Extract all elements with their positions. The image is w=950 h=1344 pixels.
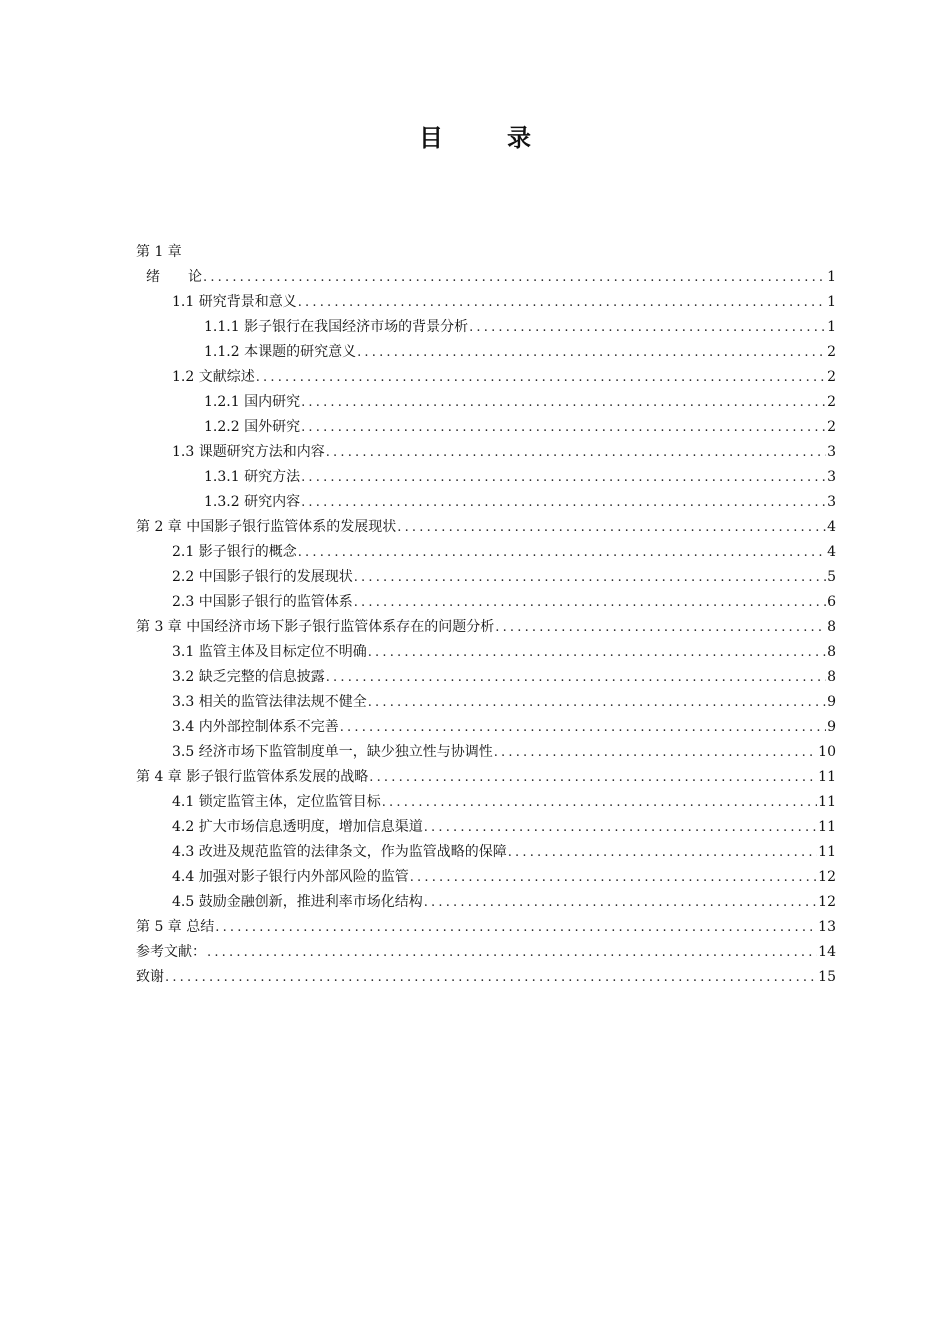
toc-entry-page: 1	[827, 319, 836, 335]
toc-entry-text: 1.3 课题研究方法和内容	[172, 444, 325, 460]
toc-entry-3-2[interactable]	[136, 665, 836, 690]
toc-entry-3-3[interactable]	[136, 690, 836, 715]
toc-leader-dots	[354, 590, 826, 615]
toc-leader-dots	[469, 315, 826, 340]
toc-entry-text: 1.1.2 本课题的研究意义	[204, 344, 357, 360]
toc-entry-page: 8	[827, 669, 836, 685]
toc-entry-page: 6	[827, 594, 836, 610]
toc-entry-text: 4.2 扩大市场信息透明度，增加信息渠道	[172, 819, 423, 835]
toc-entry-text: 2.2 中国影子银行的发展现状	[172, 569, 353, 585]
toc-leader-dots	[494, 740, 817, 765]
toc-entry-2-1[interactable]	[136, 540, 836, 565]
toc-leader-dots	[207, 940, 817, 965]
toc-entry-page: 8	[827, 619, 836, 635]
toc-entry-page: 1	[827, 294, 836, 310]
toc-leader-dots	[298, 290, 826, 315]
toc-entry-chapter-3[interactable]	[136, 615, 836, 640]
toc-entry-text: 3.5 经济市场下监管制度单一，缺少独立性与协调性	[172, 744, 493, 760]
toc-leader-dots	[215, 915, 817, 940]
toc-entry-page: 11	[818, 794, 836, 810]
toc-entry-text: 第 5 章 总结	[136, 919, 215, 935]
toc-entry-page: 11	[818, 819, 836, 835]
toc-entry-text: 3.3 相关的监管法律法规不健全	[172, 694, 367, 710]
toc-entry-text: 3.1 监管主体及目标定位不明确	[172, 644, 367, 660]
toc-entry-text: 2.3 中国影子银行的监管体系	[172, 594, 353, 610]
toc-entry-page: 11	[818, 844, 836, 860]
toc-leader-dots	[357, 340, 826, 365]
toc-entry-3-5[interactable]	[136, 740, 836, 765]
toc-entry-3-4[interactable]	[136, 715, 836, 740]
chapter-1-heading: 第 1 章	[136, 244, 182, 260]
toc-entry-page: 3	[827, 494, 836, 510]
toc-entry-page: 13	[818, 919, 836, 935]
toc-entry-4-5[interactable]	[136, 890, 836, 915]
toc-entry-page: 4	[827, 544, 836, 560]
toc-entry-page: 2	[827, 394, 836, 410]
toc-entry-4-3[interactable]	[136, 840, 836, 865]
toc-entry-page: 9	[827, 719, 836, 735]
table-of-contents	[136, 240, 836, 990]
toc-leader-dots	[495, 615, 826, 640]
toc-entry-3-1[interactable]	[136, 640, 836, 665]
toc-entry-1-1[interactable]	[136, 290, 836, 315]
toc-entry-text: 1.2.1 国内研究	[204, 394, 301, 410]
toc-entry-text: 参考文献：	[136, 944, 206, 960]
toc-entry-text: 3.4 内外部控制体系不完善	[172, 719, 339, 735]
toc-entry-4-2[interactable]	[136, 815, 836, 840]
toc-entry-page: 2	[827, 344, 836, 360]
toc-entry-text: 第 3 章 中国经济市场下影子银行监管体系存在的问题分析	[136, 619, 495, 635]
toc-entry-chapter-2[interactable]	[136, 515, 836, 540]
toc-leader-dots	[397, 515, 826, 540]
toc-entry-page: 14	[818, 944, 836, 960]
toc-entry-page: 3	[827, 444, 836, 460]
toc-entry-page: 2	[827, 369, 836, 385]
toc-entry-1-3-1[interactable]	[136, 465, 836, 490]
toc-leader-dots	[354, 565, 826, 590]
toc-entry-page: 3	[827, 469, 836, 485]
toc-entry-1-3-2[interactable]	[136, 490, 836, 515]
toc-leader-dots	[301, 490, 826, 515]
toc-entry-text: 1.2 文献综述	[172, 369, 255, 385]
toc-leader-dots	[424, 815, 817, 840]
toc-entry-text: 2.1 影子银行的概念	[172, 544, 297, 560]
toc-entry-page: 1	[827, 269, 836, 285]
toc-entry-page: 4	[827, 519, 836, 535]
toc-leader-dots	[298, 540, 826, 565]
toc-leader-dots	[203, 265, 826, 290]
toc-entry-page: 12	[818, 894, 836, 910]
toc-leader-dots	[301, 415, 826, 440]
toc-entry-text: 1.1 研究背景和意义	[172, 294, 297, 310]
toc-entry-page: 10	[818, 744, 836, 760]
toc-leader-dots	[326, 440, 826, 465]
toc-leader-dots	[410, 865, 817, 890]
toc-entry-acknowledgements[interactable]	[136, 965, 836, 990]
toc-entry-chapter-4[interactable]	[136, 765, 836, 790]
toc-leader-dots	[368, 690, 826, 715]
toc-entry-text: 绪 论	[146, 269, 202, 285]
toc-leader-dots	[508, 840, 817, 865]
toc-leader-dots	[424, 890, 817, 915]
toc-entry-page: 15	[818, 969, 836, 985]
toc-entry-page: 2	[827, 419, 836, 435]
toc-entry-1-3[interactable]	[136, 440, 836, 465]
toc-leader-dots	[301, 465, 826, 490]
toc-entry-references[interactable]	[136, 940, 836, 965]
toc-leader-dots	[165, 965, 817, 990]
toc-entry-text: 1.2.2 国外研究	[204, 419, 301, 435]
toc-entry-text: 第 2 章 中国影子银行监管体系的发展现状	[136, 519, 397, 535]
toc-leader-dots	[256, 365, 826, 390]
toc-leader-dots	[382, 790, 817, 815]
toc-entry-2-2[interactable]	[136, 565, 836, 590]
toc-entry-4-1[interactable]	[136, 790, 836, 815]
toc-entry-text: 1.3.1 研究方法	[204, 469, 301, 485]
toc-leader-dots	[368, 640, 826, 665]
toc-entry-chapter-5[interactable]	[136, 915, 836, 940]
toc-entry-text: 致谢	[136, 969, 164, 985]
toc-entry-text: 第 4 章 影子银行监管体系发展的战略	[136, 769, 369, 785]
toc-entry-page: 9	[827, 694, 836, 710]
toc-entry-page: 5	[827, 569, 836, 585]
toc-entry-page: 12	[818, 869, 836, 885]
toc-entry-text: 1.3.2 研究内容	[204, 494, 301, 510]
toc-entry-text: 4.1 锁定监管主体，定位监管目标	[172, 794, 381, 810]
toc-entry-1-2-1[interactable]	[136, 390, 836, 415]
toc-entry-page: 11	[818, 769, 836, 785]
toc-entry-text: 4.4 加强对影子银行内外部风险的监管	[172, 869, 409, 885]
toc-entry-2-3[interactable]	[136, 590, 836, 615]
toc-leader-dots	[301, 390, 826, 415]
toc-entry-text: 1.1.1 影子银行在我国经济市场的背景分析	[204, 319, 469, 335]
toc-entry-1-1-2[interactable]	[136, 340, 836, 365]
page-title: 目 录	[419, 124, 551, 152]
toc-entry-1-1-1[interactable]	[136, 315, 836, 340]
toc-leader-dots	[340, 715, 826, 740]
toc-leader-dots	[326, 665, 826, 690]
toc-entry-text: 4.3 改进及规范监管的法律条文，作为监管战略的保障	[172, 844, 507, 860]
toc-entry-text: 4.5 鼓励金融创新，推进利率市场化结构	[172, 894, 423, 910]
toc-entry-text: 3.2 缺乏完整的信息披露	[172, 669, 325, 685]
toc-entry-page: 8	[827, 644, 836, 660]
toc-entry-1-2-2[interactable]	[136, 415, 836, 440]
toc-leader-dots	[369, 765, 817, 790]
toc-entry-introduction[interactable]	[136, 265, 836, 290]
toc-entry-4-4[interactable]	[136, 865, 836, 890]
toc-entry-1-2[interactable]	[136, 365, 836, 390]
